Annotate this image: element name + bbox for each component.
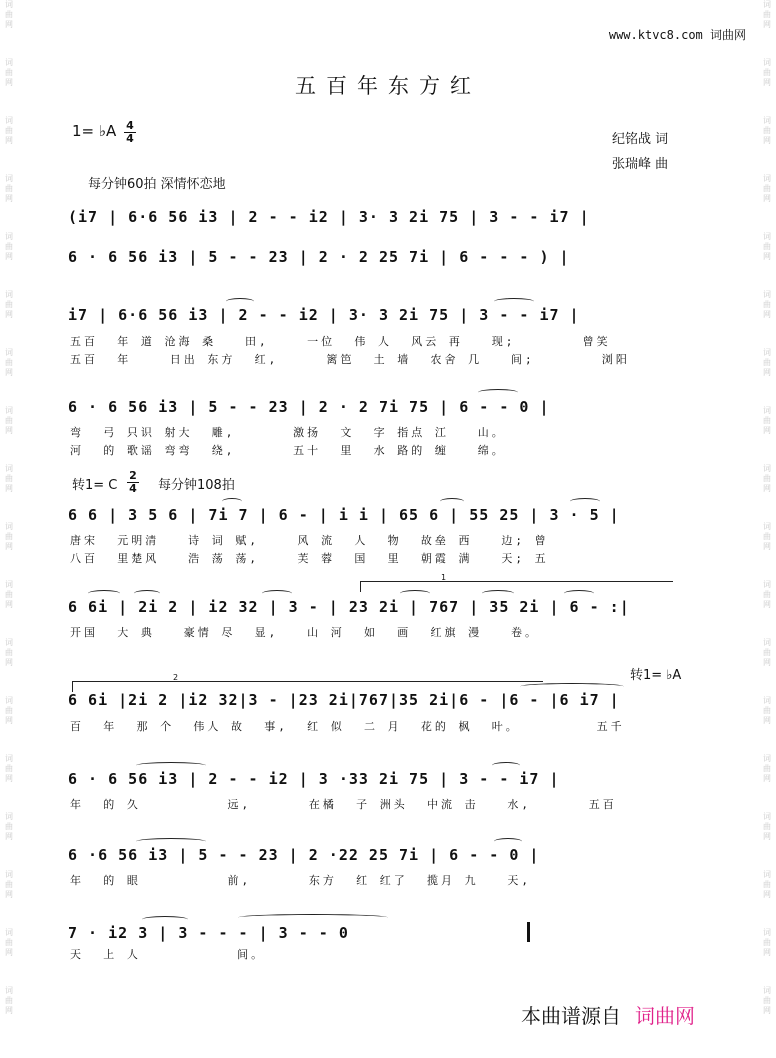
verse7-notes: 6 ·6 56 i3 | 5 - - 23 | 2 ·22 25 7i | 6 - - 0 | (68, 846, 540, 864)
verse2-notes: 6 · 6 56 i3 | 5 - - 23 | 2 · 2 7i 75 | 6 - - 0 | (68, 398, 550, 416)
right-watermark-strip: 词曲网 词曲网 词曲网 词曲网 词曲网 词曲网 词曲网 词曲网 词曲网 词曲网 词曲网 词曲网 词曲网 词曲网 词曲网 词曲网 词曲网 词曲网 (763, 0, 771, 1015)
slur (134, 590, 160, 597)
ending-lyric: 天 上 人 间。 (70, 948, 266, 961)
verse4-lyric: 开国 大 典 豪情 尽 显, 山 河 如 画 红旗 漫 卷。 (70, 626, 539, 639)
verse2-lyric-2: 河 的 歌谣 弯弯 绕, 五十 里 水 路的 缠 绵。 (70, 444, 506, 457)
ending-notes: 7 · i2 3 | 3 - - - | 3 - - 0 (68, 924, 349, 942)
verse2-lyric-1: 弯 弓 只识 射大 雕, 激扬 文 字 指点 江 山。 (70, 426, 506, 439)
source-brand: 词曲网 (635, 1004, 695, 1028)
verse3-lyric-1: 唐宋 元明清 诗 词 赋, 风 流 人 物 故垒 西 边; 曾 (70, 534, 549, 547)
final-barline (527, 922, 530, 942)
slur (88, 590, 120, 597)
verse1-notes: i7 | 6·6 56 i3 | 2 - - i2 | 3· 3 2i 75 | 3 - - i7 | (68, 306, 580, 324)
slur (520, 683, 624, 690)
tempo-marking: 每分钟60拍 深情怀恋地 (88, 177, 226, 192)
modulation-key: 转1= C (72, 478, 118, 493)
slur (222, 498, 242, 505)
slur (478, 389, 518, 396)
verse6-lyric: 年 的 久 远, 在橘 子 洲头 中流 击 水, 五百 (70, 798, 617, 811)
slur (570, 498, 600, 505)
site-url: www.ktvc8.com 词曲网 (608, 28, 746, 42)
verse5-notes: 6 6i |2i 2 |i2 32|3 - |23 2i|767|35 2i|6 - |6 - |6 i7 | (68, 691, 620, 709)
slur (226, 298, 254, 305)
slur (494, 838, 522, 845)
slur (440, 498, 464, 505)
composer-credit: 张瑞峰 曲 (612, 157, 669, 172)
slur (492, 762, 520, 769)
intro-notes-line2: 6 · 6 56 i3 | 5 - - 23 | 2 · 2 25 7i | 6 - - - ) | (68, 248, 570, 266)
volta-bracket-1: 1 (360, 581, 673, 592)
slur (564, 590, 594, 597)
verse3-lyric-2: 八百 里楚风 浩 荡 荡, 芙 蓉 国 里 朝霞 满 天; 五 (70, 552, 549, 565)
slur (142, 916, 188, 923)
slur (136, 838, 206, 845)
slur (482, 590, 514, 597)
verse6-notes: 6 · 6 56 i3 | 2 - - i2 | 3 ·33 2i 75 | 3 - - i7 | (68, 770, 560, 788)
left-watermark-strip: 词曲网 词曲网 词曲网 词曲网 词曲网 词曲网 词曲网 词曲网 词曲网 词曲网 词曲网 词曲网 词曲网 词曲网 词曲网 词曲网 词曲网 词曲网 (5, 0, 13, 1015)
slur (136, 762, 206, 769)
song-title: 五百年东方红 (295, 74, 481, 98)
slur (400, 590, 430, 597)
time-signature: 4 4 (124, 120, 136, 145)
lyricist-credit: 纪铭战 词 (612, 132, 669, 147)
verse1-lyric-1: 五百 年 道 沧海 桑 田, 一位 伟 人 风云 再 现; 曾笑 (70, 335, 611, 348)
modulation-tempo: 每分钟108拍 (158, 478, 235, 493)
volta-bracket-2: 2 (72, 681, 543, 692)
intro-notes-line1: (i7 | 6·6 56 i3 | 2 - - i2 | 3· 3 2i 75 | 3 - - i7 | (68, 208, 590, 226)
verse5-lyric: 百 年 那 个 伟人 故 事, 红 似 二 月 花的 枫 叶。 五千 (70, 720, 625, 733)
modulation-key-2: 转1= ♭A (630, 668, 682, 683)
slur (262, 590, 292, 597)
key-signature: 1= ♭A (72, 122, 117, 140)
verse3-notes: 6 6 | 3 5 6 | 7i 7 | 6 - | i i | 65 6 | 55 25 | 3 · 5 | (68, 506, 620, 524)
slur (238, 914, 388, 921)
source-credit (521, 1000, 695, 1029)
verse4-notes: 6 6i | 2i 2 | i2 32 | 3 - | 23 2i | 767 | 35 2i | 6 - :| (68, 598, 630, 616)
verse7-lyric: 年 的 眼 前, 东方 红 红了 揽月 九 天, (70, 874, 532, 887)
slur (494, 298, 534, 305)
modulation-time-signature: 2 4 (127, 470, 139, 495)
source-prefix: 本曲谱源自 (521, 1004, 621, 1028)
verse1-lyric-2: 五百 年 日出 东方 红, 篱笆 土 墙 农舍 几 间; 浏阳 (70, 353, 630, 366)
